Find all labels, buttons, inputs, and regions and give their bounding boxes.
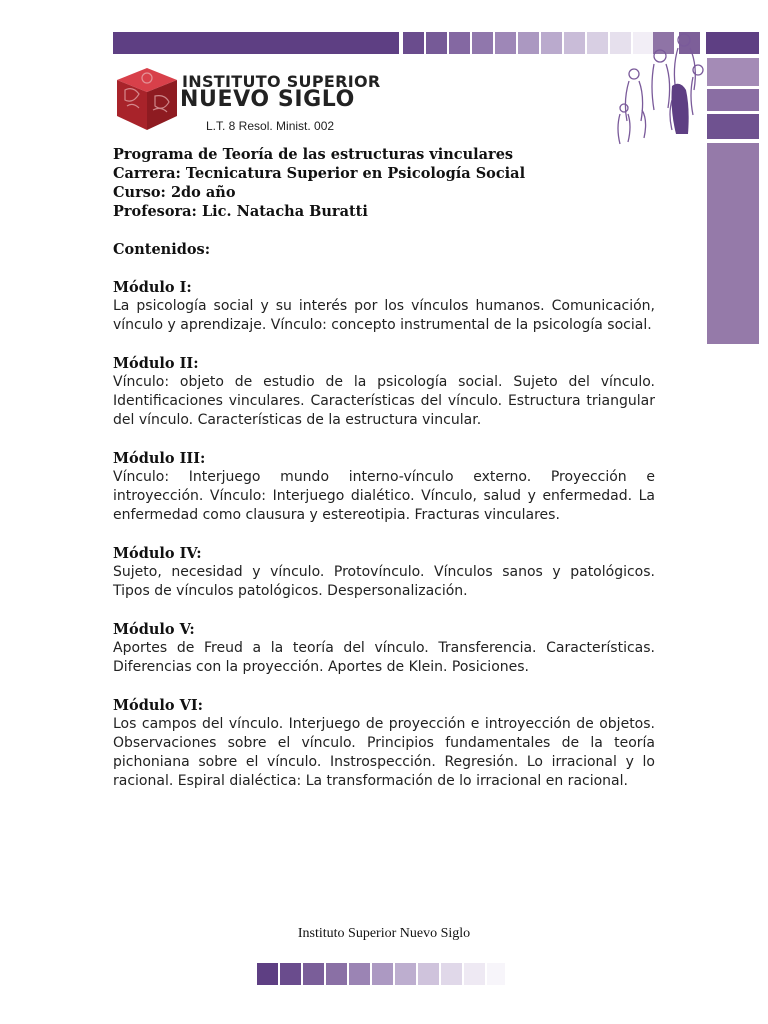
bottom-bar-square [303,963,324,985]
top-bar-square [587,32,608,54]
bottom-bar-square [464,963,485,985]
top-bar-solid [113,32,399,54]
people-figures-illustration [612,30,708,160]
bottom-bar-square [395,963,416,985]
institute-logo-cube [115,66,179,132]
top-bar-square [518,32,539,54]
module-title: Módulo I: [113,279,192,296]
top-bar-square [426,32,447,54]
course-line: Curso: 2do año [113,184,236,201]
module-text: Los campos del vínculo. Interjuego de proyección e introyección de objetos. Observaciones sobre el vínculo. Principios fundamentales de la teoría pichoniana sobre el vínculo. Instrospección. Regresión. Lo irracional y lo racional. Espiral dialéctica: La transformación de lo irracional en racional. [113,716,655,789]
module-text: Sujeto, necesidad y vínculo. Protovínculo. Vínculos sanos y patológicos. Tipos de vínculos patológicos. Despersonalización. [113,564,655,599]
bottom-bar-square [349,963,370,985]
top-bar-square [564,32,585,54]
module-title: Módulo VI: [113,697,204,714]
bottom-bar-square [372,963,393,985]
side-column-block [707,143,759,344]
side-column-block [707,114,759,139]
top-bar-square [495,32,516,54]
bottom-bar-square [280,963,301,985]
module-title: Módulo V: [113,621,195,638]
bottom-bar-square [487,963,505,985]
module-6 [113,696,655,791]
top-bar-square [541,32,562,54]
top-bar-square [403,32,424,54]
module-5 [113,620,655,677]
module-title: Módulo IV: [113,545,202,562]
module-text: Vínculo: Interjuego mundo interno-vínculo externo. Proyección e introyección. Vínculo: Interjuego dialético. Vínculo, salud y enfermedad. La enfermedad como clausura y estereotipia. Fracturas vinculares. [113,469,655,523]
bottom-bar-square [326,963,347,985]
module-title: Módulo II: [113,355,199,372]
top-bar-square [472,32,493,54]
module-text: Aportes de Freud a la teoría del vínculo. Transferencia. Características. Diferencias con la proyección. Aportes de Klein. Posiciones. [113,640,655,675]
teacher-line: Profesora: Lic. Natacha Buratti [113,203,368,220]
program-title: Programa de Teoría de las estructuras vinculares [113,146,514,163]
logo-text-institute: INSTITUTO SUPERIOR [182,72,381,91]
document-body [113,145,655,810]
contents-heading: Contenidos: [113,241,211,258]
side-column-block [707,58,759,86]
module-3 [113,449,655,525]
module-text: Vínculo: objeto de estudio de la psicología social. Sujeto del vínculo. Identificaciones vinculares. Características del vínculo. Estructura triangular del vínculo. Características de la estructura vincular. [113,374,655,428]
page-footer: Instituto Superior Nuevo Siglo [297,926,471,941]
top-bar-square [449,32,470,54]
logo-text-name: NUEVO SIGLO [180,87,355,112]
bottom-bar-square [418,963,439,985]
module-4 [113,544,655,601]
module-text: La psicología social y su interés por los vínculos humanos. Comunicación, vínculo y aprendizaje. Vínculo: concepto instrumental de la psicología social. [113,298,655,333]
module-2 [113,354,655,430]
module-1 [113,278,655,335]
bottom-bar-square [441,963,462,985]
bottom-bar-square [257,963,278,985]
top-bar-square [706,32,759,54]
career-line: Carrera: Tecnicatura Superior en Psicología Social [113,165,526,182]
bottom-decorative-bar [257,963,507,985]
side-column-block [707,89,759,111]
module-title: Módulo III: [113,450,206,467]
logo-text-resolution: L.T. 8 Resol. Minist. 002 [206,119,335,133]
